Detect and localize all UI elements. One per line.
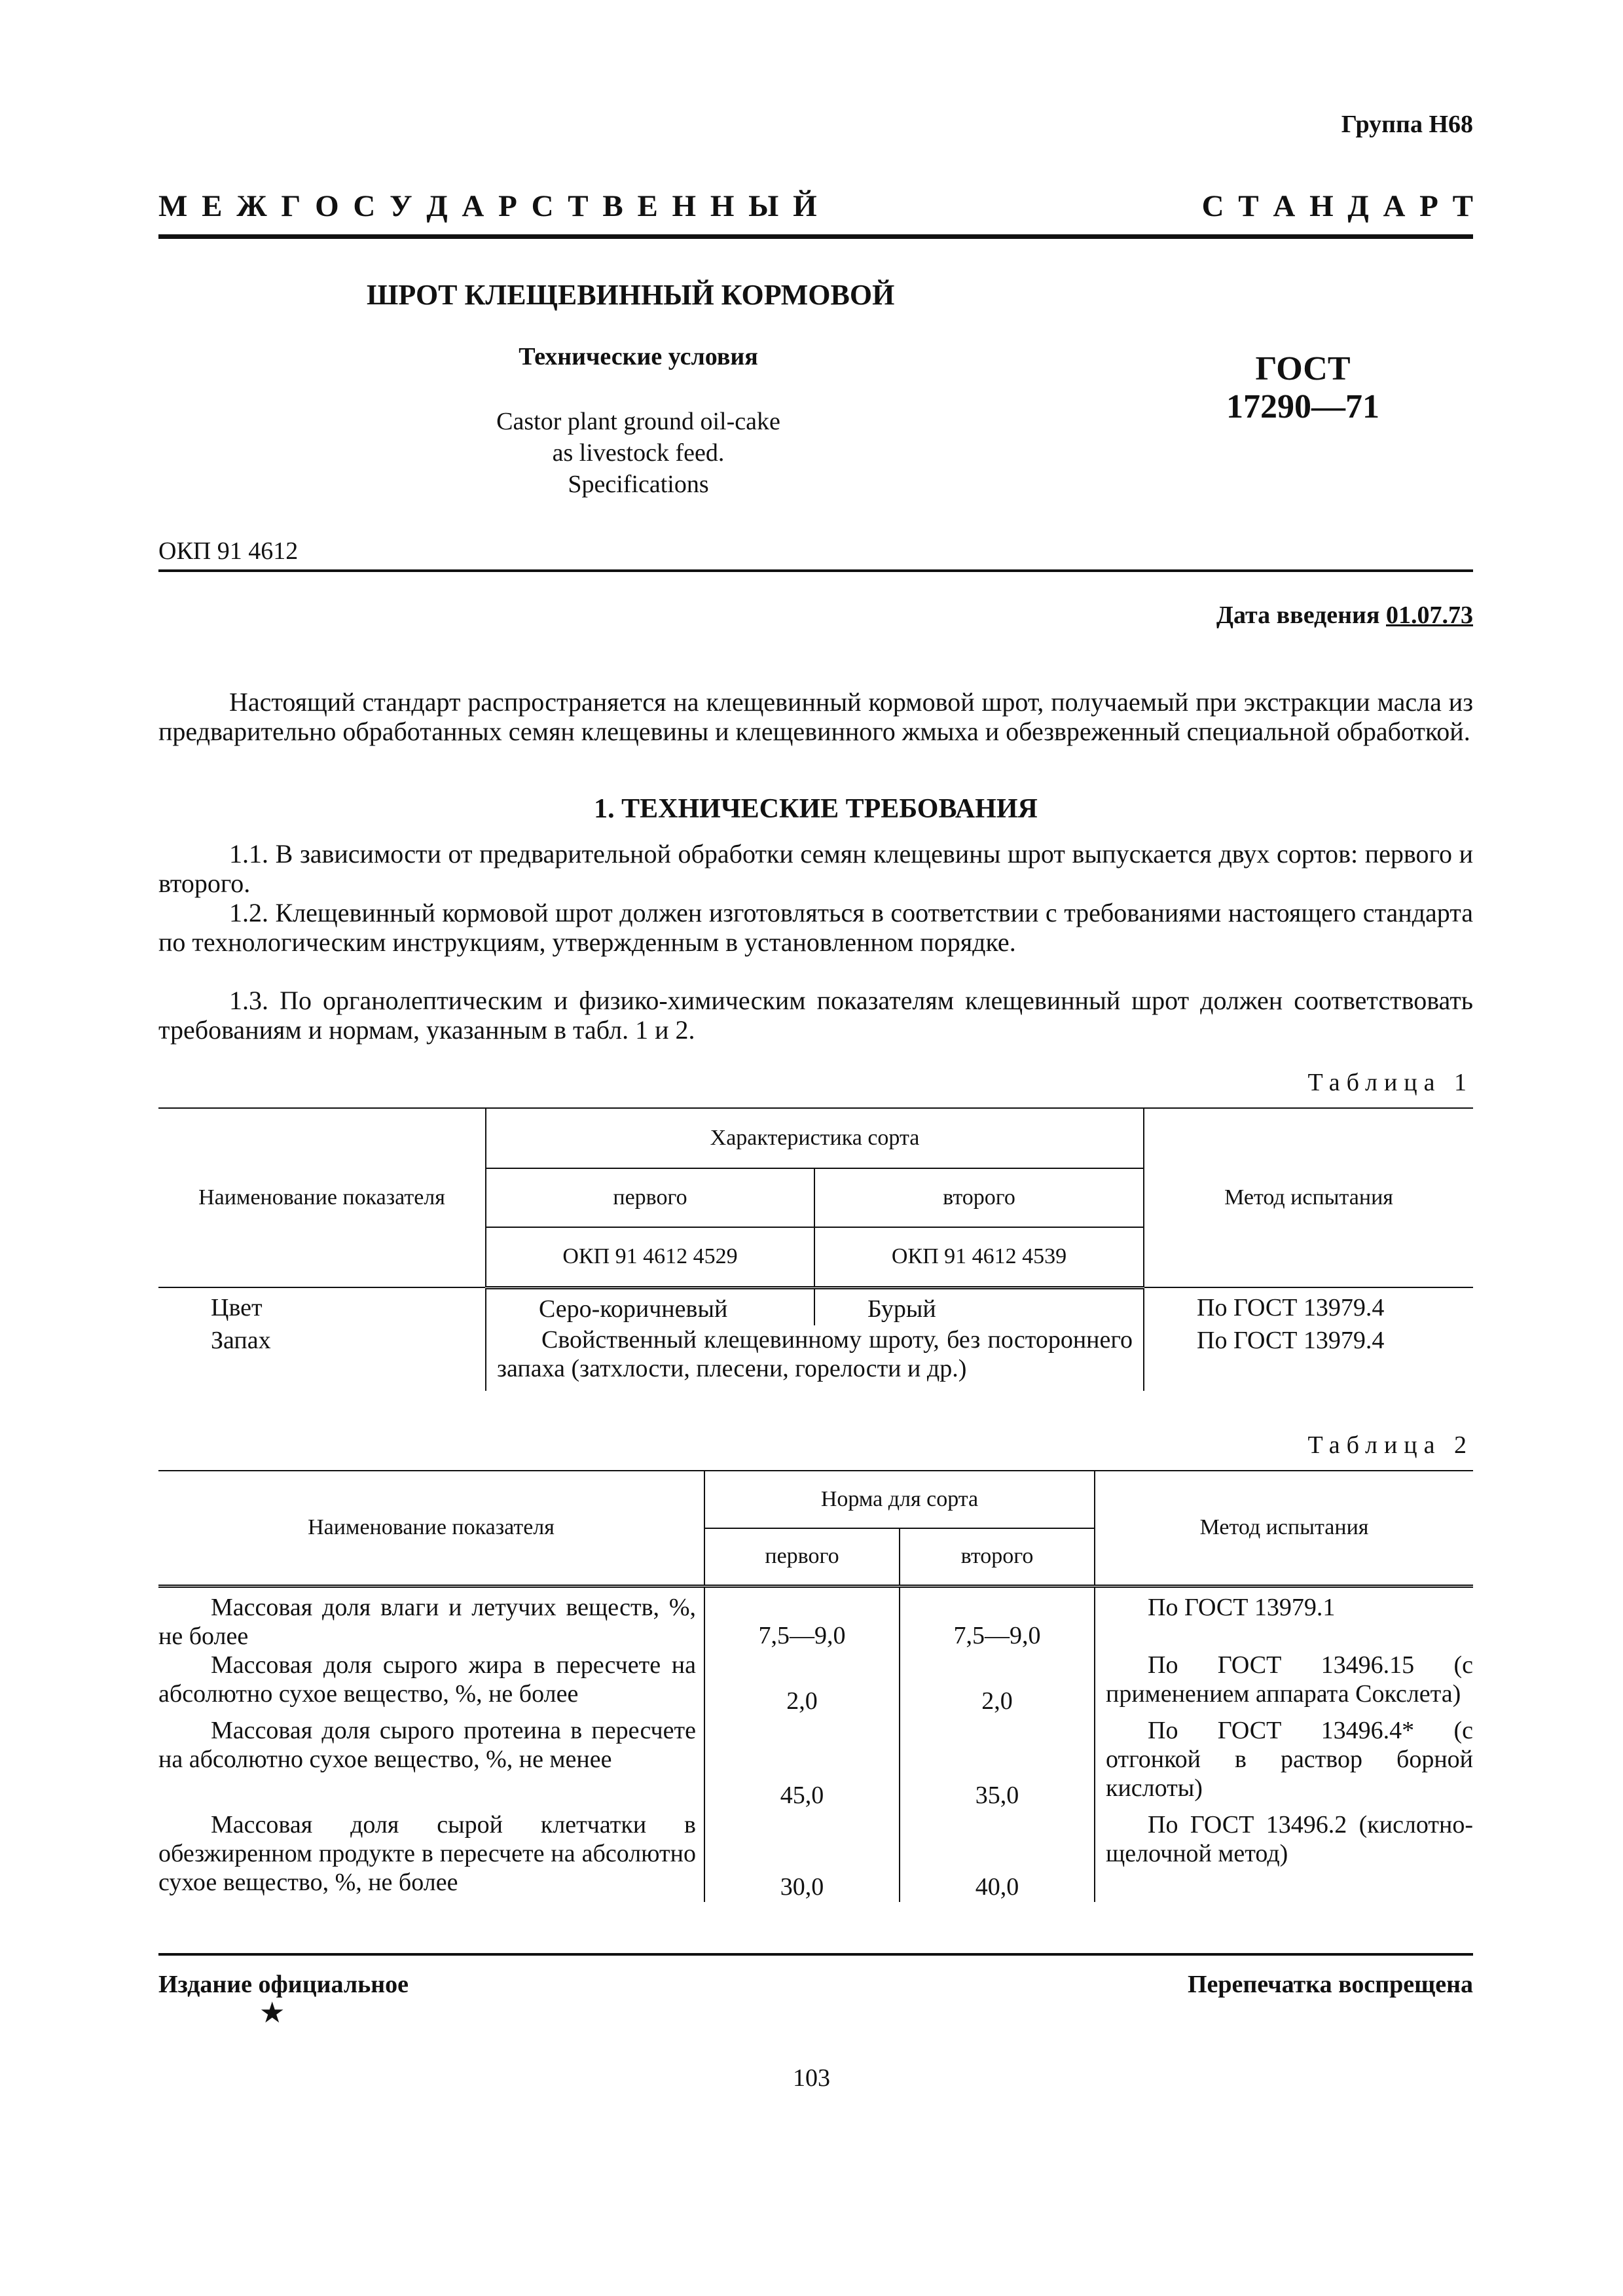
star-icon: ★ xyxy=(259,1997,285,2029)
t1-header-method: Метод испытания xyxy=(1144,1108,1473,1287)
t2-row-4-second: 40,0 xyxy=(975,1873,1019,1901)
t1-row-smell-name: Запах xyxy=(158,1325,486,1391)
t1-row-color-method: По ГОСТ 13979.4 xyxy=(1144,1287,1473,1325)
english-line-2: as livestock feed. xyxy=(552,439,725,467)
t1-row-color-name: Цвет xyxy=(158,1287,486,1325)
banner-right: С Т А Н Д А Р Т xyxy=(1201,189,1473,223)
paragraph-1-2: 1.2. Клещевинный кормовой шрот должен изготовляться в соответствии с требованиями настоящего стандарта по технологическим инструкциям, утвержденным в установленном порядке. xyxy=(158,898,1473,957)
okp-code: ОКП 91 4612 xyxy=(158,537,299,565)
gost-code: 17290—71 xyxy=(1226,388,1379,425)
t2-row-3-method: По ГОСТ 13496.4* (с отгонкой в раствор борной кислоты) xyxy=(1095,1716,1473,1810)
english-title xyxy=(426,406,851,500)
t1-row-smell-text: Свойственный клещевинному шроту, без постороннего запаха (затхлости, плесени, горелости и др.) xyxy=(497,1326,1133,1382)
t2-header-method: Метод испытания xyxy=(1095,1471,1473,1586)
official-edition-label: Издание официальное xyxy=(158,1971,409,1998)
t1-header-okp-first: ОКП 91 4612 4529 xyxy=(486,1227,814,1287)
table-1 xyxy=(158,1107,1473,1391)
effective-date xyxy=(1216,601,1473,630)
date-label: Дата введения xyxy=(1216,601,1380,629)
table-row xyxy=(158,1651,1473,1716)
t2-row-1-first: 7,5—9,0 xyxy=(704,1586,900,1651)
t2-header-norm: Норма для сорта xyxy=(704,1471,1095,1528)
t1-header-second: второго xyxy=(814,1168,1144,1227)
footer-rule xyxy=(158,1953,1473,1956)
t1-row-color-second: Бурый xyxy=(867,1295,936,1323)
t1-row-smell-value xyxy=(486,1325,1144,1391)
t1-header-characteristic: Характеристика сорта xyxy=(486,1108,1144,1168)
document-subtitle: Технические условия xyxy=(519,343,758,370)
table-row xyxy=(158,1586,1473,1651)
t2-row-1-method: По ГОСТ 13979.1 xyxy=(1095,1586,1473,1651)
t2-row-2-method: По ГОСТ 13496.15 (с применением аппарата Сокслета) xyxy=(1095,1651,1473,1716)
t2-row-4-name: Массовая доля сырой клетчатки в обезжиренном продукте в пересчете на абсолютно сухое вещество, %, не более xyxy=(158,1810,704,1902)
table-row xyxy=(158,1716,1473,1810)
t1-header-first: первого xyxy=(486,1168,814,1227)
paragraph-1-3: 1.3. По органолептическим и физико-химическим показателям клещевинный шрот должен соответствовать требованиям и нормам, указанным в табл. 1 и 2. xyxy=(158,986,1473,1045)
english-line-3: Specifications xyxy=(568,471,709,498)
banner-rule xyxy=(158,234,1473,239)
group-label: Группа Н68 xyxy=(1341,111,1473,138)
gost-label: ГОСТ xyxy=(1255,350,1351,387)
t2-row-2-first: 2,0 xyxy=(704,1651,900,1716)
table2-caption: Таблица 2 xyxy=(1307,1431,1473,1459)
table1-caption: Таблица 1 xyxy=(1307,1069,1473,1096)
reprint-prohibited-label: Перепечатка воспрещена xyxy=(1187,1971,1473,1998)
t1-header-okp-second: ОКП 91 4612 4539 xyxy=(814,1227,1144,1287)
t1-row-color-first: Серо-коричневый xyxy=(486,1287,814,1325)
t2-header-second: второго xyxy=(900,1528,1095,1586)
t2-row-2-second: 2,0 xyxy=(981,1687,1013,1715)
t2-row-1-second: 7,5—9,0 xyxy=(953,1621,1041,1649)
t1-row-smell-method: По ГОСТ 13979.4 xyxy=(1144,1325,1473,1391)
t2-row-4-method: По ГОСТ 13496.2 (кислотно-щелочной метод) xyxy=(1095,1810,1473,1902)
page-number: 103 xyxy=(793,2064,830,2092)
english-line-1: Castor plant ground oil-cake xyxy=(496,408,780,435)
banner-left: М Е Ж Г О С У Д А Р С Т В Е Н Н Ы Й xyxy=(158,189,817,223)
t2-row-2-name: Массовая доля сырого жира в пересчете на абсолютно сухое вещество, %, не более xyxy=(158,1651,704,1716)
table-2 xyxy=(158,1470,1473,1902)
t2-header-first: первого xyxy=(704,1528,900,1586)
t2-row-3-second: 35,0 xyxy=(975,1781,1019,1809)
t1-header-name: Наименование показателя xyxy=(158,1108,486,1287)
t2-row-3-name: Массовая доля сырого протеина в пересчете на абсолютно сухое вещество, %, не менее xyxy=(158,1716,704,1810)
gost-number xyxy=(1139,350,1467,426)
standard-banner xyxy=(158,188,1473,224)
header-rule xyxy=(158,569,1473,572)
t2-row-3-first: 45,0 xyxy=(704,1716,900,1810)
intro-paragraph: Настоящий стандарт распространяется на клещевинный кормовой шрот, получаемый при экстракции масла из предварительно обработанных семян клещевины и клещевинного жмыха и обезвреженный специальной обработкой. xyxy=(158,687,1473,746)
document-title: ШРОТ КЛЕЩЕВИННЫЙ КОРМОВОЙ xyxy=(367,279,895,311)
paragraph-1-1: 1.1. В зависимости от предварительной обработки семян клещевины шрот выпускается двух сортов: первого и второго. xyxy=(158,839,1473,898)
t2-row-4-first: 30,0 xyxy=(704,1810,900,1902)
t2-row-1-name: Массовая доля влаги и летучих веществ, %, не более xyxy=(158,1586,704,1651)
t2-header-name: Наименование показателя xyxy=(158,1471,704,1586)
date-value: 01.07.73 xyxy=(1386,601,1473,629)
section-heading: 1. ТЕХНИЧЕСКИЕ ТРЕБОВАНИЯ xyxy=(594,794,1038,824)
table-row xyxy=(158,1810,1473,1902)
